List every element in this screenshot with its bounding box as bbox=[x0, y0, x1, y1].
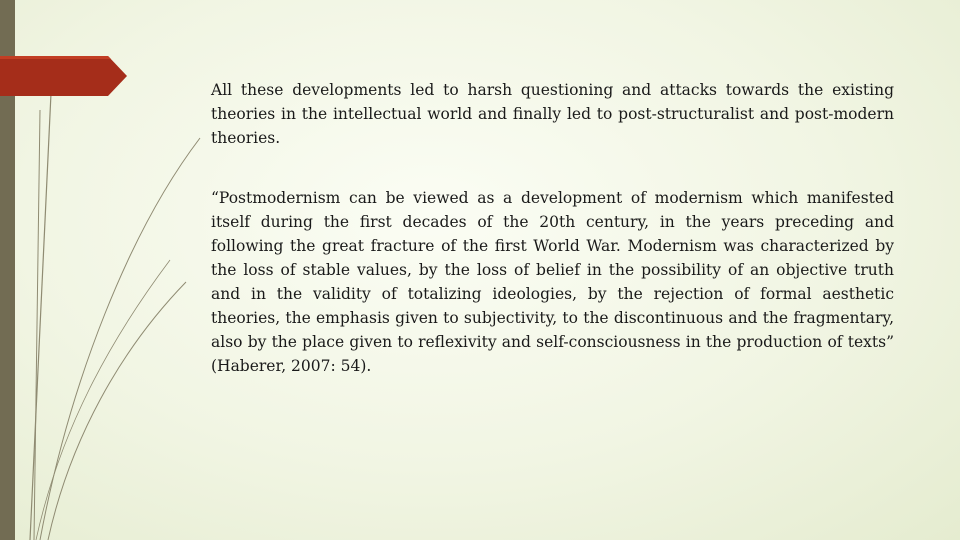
red-accent-tab bbox=[0, 56, 130, 96]
paragraph-intro: All these developments led to harsh questioning and attacks towards the existing theories in the intellectual world and finally led to post-structuralist and post-modern theories. bbox=[211, 81, 894, 147]
paragraph-quote: “Postmodernism can be viewed as a development of modernism which manifested itself during the first decades of the 20th century, in the years preceding and following the great fracture of the first World War. Modernism was characterized by the loss of stable values, by the loss of belief in the possibility of an objective truth and in the validity of totalizing ideologies, by the rejection of formal aesthetic theories, the emphasis given to subjectivity, to the discontinuous and the fragmentary, also by the place given to reflexivity and self-consciousness in the production of texts” (Haberer, 2007: 54). bbox=[211, 189, 894, 375]
slide-body-text bbox=[211, 78, 894, 378]
